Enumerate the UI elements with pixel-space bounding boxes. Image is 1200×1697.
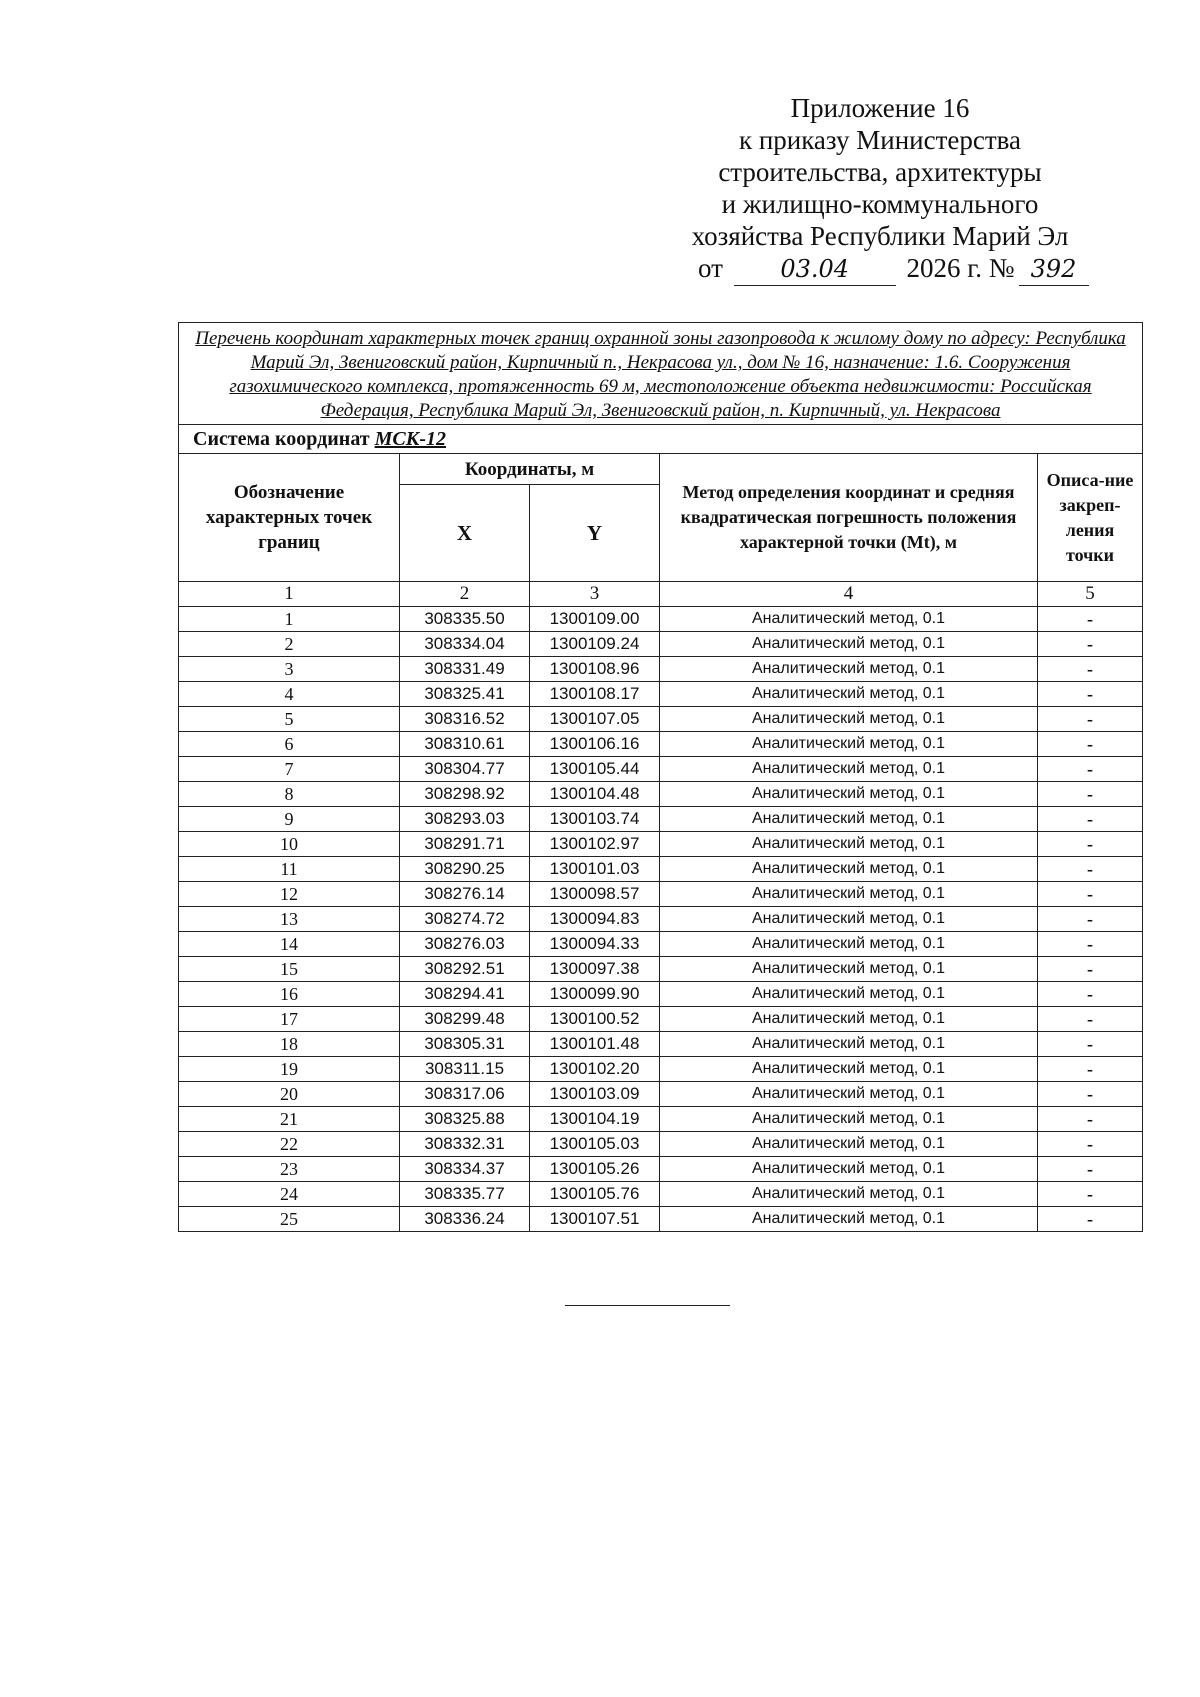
table-row [179,1107,1143,1132]
method-cell: Аналитический метод, 0.1 [660,832,1038,857]
method-cell: Аналитический метод, 0.1 [660,882,1038,907]
point-number: 16 [179,982,400,1007]
coord-y: 1300105.76 [530,1182,660,1207]
method-cell: Аналитический метод, 0.1 [660,657,1038,682]
table-row [179,632,1143,657]
column-number: 5 [1038,582,1143,607]
coord-y: 1300101.03 [530,857,660,882]
coord-x: 308316.52 [400,707,530,732]
coord-x: 308299.48 [400,1007,530,1032]
coord-x: 308331.49 [400,657,530,682]
table-row [179,782,1143,807]
coord-y: 1300098.57 [530,882,660,907]
table-row [179,907,1143,932]
description-cell: - [1038,857,1143,882]
ministry-line-1: строительства, архитектуры [718,157,1042,187]
coord-y: 1300104.48 [530,782,660,807]
point-number: 17 [179,1007,400,1032]
point-number: 15 [179,957,400,982]
table-row [179,657,1143,682]
coord-x: 308310.61 [400,732,530,757]
method-cell: Аналитический метод, 0.1 [660,782,1038,807]
table-row [179,982,1143,1007]
column-number: 4 [660,582,1038,607]
description-cell: - [1038,832,1143,857]
coord-y: 1300103.09 [530,1082,660,1107]
description-cell: - [1038,982,1143,1007]
description-cell: - [1038,957,1143,982]
description-cell: - [1038,1157,1143,1182]
method-cell: Аналитический метод, 0.1 [660,932,1038,957]
coord-y: 1300101.48 [530,1032,660,1057]
point-number: 25 [179,1207,400,1232]
point-number: 13 [179,907,400,932]
coord-y: 1300109.24 [530,632,660,657]
description-cell: - [1038,1082,1143,1107]
description-cell: - [1038,882,1143,907]
description-cell: - [1038,607,1143,632]
point-number: 8 [179,782,400,807]
coord-y: 1300107.05 [530,707,660,732]
table-intro: Перечень координат характерных точек границ охранной зоны газопровода к жилому дому по адресу: Республика Марий Эл, Звениговский район, Кирпичный п., Некрасова ул., дом № 16, назначение: 1.6. Сооружения газохимического комплекса, протяженность 69 м, местоположение объекта недвижимости: Российская Федерация, Республика Марий Эл, Звениговский район, п. Кирпичный, ул. Некрасова [179,323,1143,425]
coord-y: 1300104.19 [530,1107,660,1132]
method-cell: Аналитический метод, 0.1 [660,707,1038,732]
coord-y: 1300102.97 [530,832,660,857]
column-number: 3 [530,582,660,607]
description-cell: - [1038,657,1143,682]
description-cell: - [1038,732,1143,757]
coord-x: 308335.50 [400,607,530,632]
method-cell: Аналитический метод, 0.1 [660,982,1038,1007]
point-number: 10 [179,832,400,857]
point-number: 9 [179,807,400,832]
coord-x: 308325.88 [400,1107,530,1132]
coord-x: 308311.15 [400,1057,530,1082]
method-cell: Аналитический метод, 0.1 [660,757,1038,782]
order-date: 03.04 [734,253,896,286]
point-number: 21 [179,1107,400,1132]
table-row [179,807,1143,832]
coordinates-table [178,322,1143,1232]
method-cell: Аналитический метод, 0.1 [660,607,1038,632]
description-cell: - [1038,932,1143,957]
coord-x: 308334.37 [400,1157,530,1182]
description-cell: - [1038,1182,1143,1207]
point-number: 5 [179,707,400,732]
description-cell: - [1038,757,1143,782]
point-number: 14 [179,932,400,957]
order-year: 2026 г. № [906,253,1015,283]
description-cell: - [1038,1207,1143,1232]
coord-y: 1300109.00 [530,607,660,632]
coordinate-system [179,425,1143,454]
table-row [179,707,1143,732]
method-cell: Аналитический метод, 0.1 [660,682,1038,707]
ministry-line-3: хозяйства Республики Марий Эл [691,221,1069,251]
coord-y: 1300100.52 [530,1007,660,1032]
coord-y: 1300097.38 [530,957,660,982]
table-row [179,1182,1143,1207]
header-coords: Координаты, м [400,454,660,485]
table-row [179,1082,1143,1107]
coord-y: 1300108.17 [530,682,660,707]
description-cell: - [1038,682,1143,707]
coord-x: 308304.77 [400,757,530,782]
coord-x: 308336.24 [400,1207,530,1232]
description-cell: - [1038,707,1143,732]
table-row [179,1007,1143,1032]
method-cell: Аналитический метод, 0.1 [660,807,1038,832]
column-number: 1 [179,582,400,607]
coord-y: 1300105.03 [530,1132,660,1157]
point-number: 11 [179,857,400,882]
table-row [179,682,1143,707]
coord-x: 308293.03 [400,807,530,832]
order-number: 392 [1019,253,1089,286]
coord-y: 1300103.74 [530,807,660,832]
table-row [179,832,1143,857]
table-row [179,857,1143,882]
coord-x: 308334.04 [400,632,530,657]
coordinate-system-label: Система координат [193,427,370,450]
coord-x: 308276.14 [400,882,530,907]
table-row [179,932,1143,957]
method-cell: Аналитический метод, 0.1 [660,1107,1038,1132]
header-x: X [400,485,530,582]
header-description: Описа-ние закреп-ления точки [1038,454,1143,582]
method-cell: Аналитический метод, 0.1 [660,1007,1038,1032]
coord-x: 308290.25 [400,857,530,882]
method-cell: Аналитический метод, 0.1 [660,1057,1038,1082]
method-cell: Аналитический метод, 0.1 [660,1157,1038,1182]
ministry-line-2: и жилищно-коммунального [721,189,1039,219]
table-row [179,607,1143,632]
coord-y: 1300106.16 [530,732,660,757]
description-cell: - [1038,782,1143,807]
description-cell: - [1038,632,1143,657]
table-row [179,882,1143,907]
point-number: 19 [179,1057,400,1082]
point-number: 2 [179,632,400,657]
column-number: 2 [400,582,530,607]
table-row [179,1132,1143,1157]
description-cell: - [1038,807,1143,832]
method-cell: Аналитический метод, 0.1 [660,857,1038,882]
method-cell: Аналитический метод, 0.1 [660,1032,1038,1057]
coord-x: 308325.41 [400,682,530,707]
coord-y: 1300099.90 [530,982,660,1007]
table-row [179,1057,1143,1082]
point-number: 23 [179,1157,400,1182]
point-number: 1 [179,607,400,632]
method-cell: Аналитический метод, 0.1 [660,907,1038,932]
description-cell: - [1038,1007,1143,1032]
point-number: 6 [179,732,400,757]
method-cell: Аналитический метод, 0.1 [660,1082,1038,1107]
date-prefix: от [698,253,723,283]
coord-x: 308335.77 [400,1182,530,1207]
coord-y: 1300094.33 [530,932,660,957]
table-row [179,757,1143,782]
coord-y: 1300102.20 [530,1057,660,1082]
coord-x: 308292.51 [400,957,530,982]
order-date-line [660,252,1100,286]
coord-x: 308276.03 [400,932,530,957]
point-number: 7 [179,757,400,782]
description-cell: - [1038,907,1143,932]
coord-y: 1300105.26 [530,1157,660,1182]
method-cell: Аналитический метод, 0.1 [660,632,1038,657]
table-row [179,1157,1143,1182]
coord-x: 308332.31 [400,1132,530,1157]
coord-y: 1300105.44 [530,757,660,782]
point-number: 22 [179,1132,400,1157]
order-line: к приказу Министерства [738,125,1022,155]
end-divider [565,1305,730,1306]
header-point: Обозначение характерных точек границ [179,454,400,582]
coord-y: 1300107.51 [530,1207,660,1232]
point-number: 12 [179,882,400,907]
coord-x: 308274.72 [400,907,530,932]
coord-x: 308317.06 [400,1082,530,1107]
point-number: 3 [179,657,400,682]
header-method: Метод определения координат и средняя квадратическая погрешность положения характерной точки (Mt), м [660,454,1038,582]
coordinate-system-value: МСК-12 [374,427,446,450]
description-cell: - [1038,1107,1143,1132]
method-cell: Аналитический метод, 0.1 [660,1182,1038,1207]
table-row [179,957,1143,982]
table-row [179,1032,1143,1057]
method-cell: Аналитический метод, 0.1 [660,1207,1038,1232]
coord-y: 1300108.96 [530,657,660,682]
column-numbers-row [179,582,1143,607]
appendix-header [660,92,1100,286]
coord-x: 308291.71 [400,832,530,857]
method-cell: Аналитический метод, 0.1 [660,732,1038,757]
point-number: 24 [179,1182,400,1207]
header-y: Y [530,485,660,582]
description-cell: - [1038,1057,1143,1082]
method-cell: Аналитический метод, 0.1 [660,1132,1038,1157]
coord-x: 308294.41 [400,982,530,1007]
coord-x: 308298.92 [400,782,530,807]
coordinate-rows [179,607,1143,1232]
point-number: 18 [179,1032,400,1057]
point-number: 4 [179,682,400,707]
table-row [179,1207,1143,1232]
method-cell: Аналитический метод, 0.1 [660,957,1038,982]
appendix-title: Приложение 16 [790,93,970,123]
coord-x: 308305.31 [400,1032,530,1057]
description-cell: - [1038,1132,1143,1157]
table-row [179,732,1143,757]
point-number: 20 [179,1082,400,1107]
description-cell: - [1038,1032,1143,1057]
coord-y: 1300094.83 [530,907,660,932]
